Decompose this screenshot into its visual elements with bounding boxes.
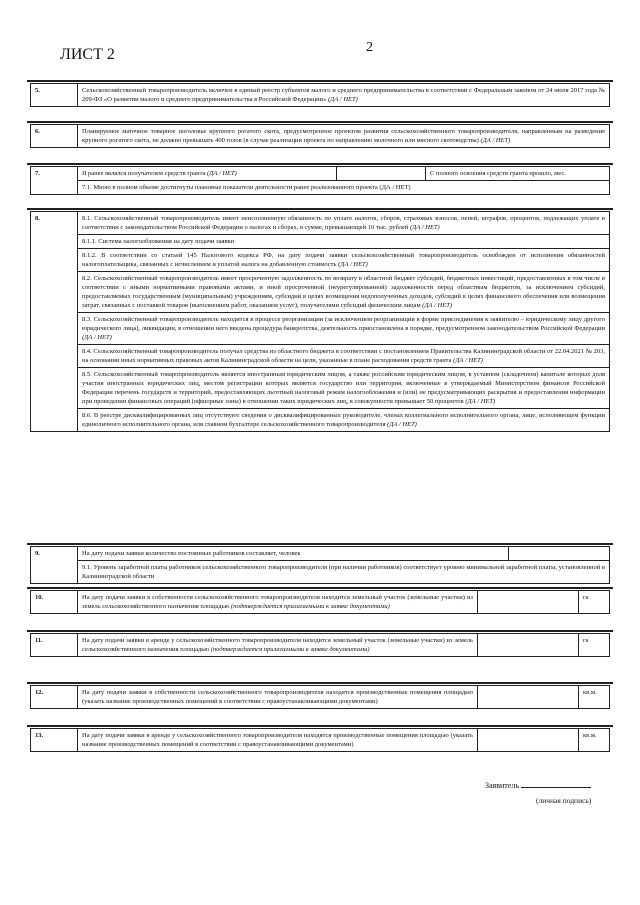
item-8-5-text[interactable]: 8.5. Сельскохозяйственный товаропроизводитель является иностранным юридическим лицом, а также российским юридическим лицом, в уставном (складочном) капитале которых доля участия иностранных юридических лиц, местом регистрации которых является государство или территория, включенные в утверждаемый Министерством финансов Российской Федерации перечень государств и территорий, предоставляющих льготный налоговый режим налогообложения и (или) не предусматривающих раскрытия и предоставления информации при проведении финансовых операций (офшорные зоны) в отношении таких юридических лиц, в совокупности превышает 50 процентов (ДА / НЕТ) [78, 368, 610, 409]
item-7-right-text: С полного освоения средств гранта прошло, мес. [426, 167, 610, 181]
separator [27, 121, 613, 123]
item-11-area-field[interactable] [478, 634, 579, 657]
separator [27, 208, 613, 210]
item-7-text[interactable]: Я ранее являлся получателем средств гранта (ДА / НЕТ) [78, 167, 337, 181]
separator [27, 80, 613, 82]
item-6-text[interactable]: Планируемое маточное товарное поголовье крупного рогатого скота, предусмотренное проектом развития сельскохозяйственного товаропроизводителя, направленным на разведение крупного рогатого скота, не должно превышать 400 голов (в случае реализации проекта по направлению молочного или мясного скотоводства) (ДА / НЕТ) [78, 125, 610, 148]
item-11 [30, 633, 610, 657]
sheet-title: ЛИСТ 2 [60, 46, 115, 63]
item-8 [30, 211, 610, 432]
item-12-text: На дату подачи заявки в собственности сельскохозяйственного товаропроизводителя находятся производственные помещения площадью (указать название производственных помещений в соответствии с правоустанавливающими документами) [78, 686, 478, 709]
unit-label: кв.м. [579, 729, 610, 752]
signature-line[interactable] [521, 779, 591, 788]
item-9-answer-field[interactable] [509, 547, 610, 561]
signature-caption: (личная подпись) [536, 796, 592, 805]
item-8-4-text[interactable]: 8.4. Сельскохозяйственный товаропроизводитель получал средства из областного бюджета в соответствии с постановлением Правительства Калининградской области от 22.04.2021 № 203, на основании иных нормативных правовых актов Калининградской области на цели, указанные в плане расходования средств гранта (ДА / НЕТ) [78, 345, 610, 368]
item-10 [30, 590, 610, 614]
item-number: 5. [31, 84, 78, 107]
item-8-3-text[interactable]: 8.3. Сельскохозяйственный товаропроизводитель находится в процессе реорганизации (за исключением реорганизации в форме присоединения к заявителю – юридическому лицу другого юридического лица), ликвидации, в отношении него введена процедура банкротства, деятельность приостановлена в порядке, предусмотренном законодательством Российской Федерации (ДА / НЕТ) [78, 313, 610, 345]
unit-label: кв.м. [579, 686, 610, 709]
signature-label: Заявитель [485, 781, 519, 790]
item-13-area-field[interactable] [478, 729, 579, 752]
item-12 [30, 685, 610, 709]
item-8-1-text[interactable]: 8.1. Сельскохозяйственный товаропроизводитель имеет неисполненную обязанность по уплате налогов, сборов, страховых взносов, пеней, штрафов, процентов, подлежащих уплате в соответствии с законодательством Российской Федерации о налогах и сборах, в сумме, превышающей 10 тыс. рублей (ДА / НЕТ) [78, 212, 610, 235]
page-number: 2 [366, 40, 373, 55]
item-12-area-field[interactable] [478, 686, 579, 709]
item-8-1-2-text[interactable]: 8.1.2. В соответствии со статьей 145 Налогового кодекса РФ, на дату подачи заявки сельскохозяйственный товаропроизводитель освобожден от исполнения обязанностей налогоплательщика, связанных с исчислением и уплатой налога на добавленную стоимость (ДА / НЕТ) [78, 249, 610, 272]
item-number: 9. [31, 547, 78, 584]
item-7-1-text[interactable]: 7.1. Мною в полном объеме достигнуты плановые показатели деятельности ранее реализованного проекта (ДА / НЕТ) [78, 181, 610, 195]
item-11-text: На дату подачи заявки в аренде у сельскохозяйственного товаропроизводителя находится земельный участок (земельные участки) из земель сельскохозяйственного назначения площадью (подтверждается прилагаемыми к заявке документами) [78, 634, 478, 657]
item-6 [30, 124, 610, 148]
separator [27, 543, 613, 545]
item-10-area-field[interactable] [478, 591, 579, 614]
separator [27, 163, 613, 165]
separator [27, 630, 613, 632]
item-number: 13. [31, 729, 78, 752]
item-13-text: На дату подачи заявки в аренде у сельскохозяйственного товаропроизводителя находятся производственные помещения площадью (указать название производственных помещений в соответствии с правоустанавливающими документами) [78, 729, 478, 752]
unit-label: га [579, 591, 610, 614]
separator [27, 682, 613, 684]
item-number: 6. [31, 125, 78, 148]
item-7-answer-field[interactable] [337, 167, 426, 181]
item-number: 7. [31, 167, 78, 195]
item-8-2-text[interactable]: 8.2. Сельскохозяйственный товаропроизводитель имеет просроченную задолженность по возврату в областной бюджет субсидий, бюджетных инвестиций, предоставленных в том числе в соответствии с иными нормативными правовыми актами, и иной просроченной (неурегулированной) задолженности перед областным бюджетом, за исключением субсидий, предоставляемых государственным (муниципальным) учреждениям, субсидий в целях возмещения недополученных доходов, субсидий в целях финансового обеспечения или возмещения затрат, связанных с поставкой товаров (выполнением работ, оказанием услуг), получателями субсидий физическим лицам (ДА / НЕТ) [78, 272, 610, 313]
item-7 [30, 166, 610, 195]
item-5 [30, 83, 610, 107]
item-number: 10. [31, 591, 78, 614]
item-number: 12. [31, 686, 78, 709]
applicant-signature [485, 779, 591, 790]
separator [27, 725, 613, 727]
item-8-6-text[interactable]: 8.6. В реестре дисквалифицированных лиц отсутствуют сведения о дисквалифицированных руководителе, членах коллегиального исполнительного органа, лице, исполняющем функции единоличного исполнительного органа, или главном бухгалтере сельскохозяйственного товаропроизводителя (ДА / НЕТ) [78, 409, 610, 432]
item-8-1-1-text[interactable]: 8.1.1. Система налогообложения на дату подачи заявки [78, 235, 610, 249]
item-number: 11. [31, 634, 78, 657]
item-9-1-text[interactable]: 9.1. Уровень заработной платы работников сельскохозяйственного товаропроизводителя (при наличии работников) соответствует уровню минимальной заработной платы, установленной в Калининградской области [78, 561, 610, 584]
unit-label: га [579, 634, 610, 657]
item-5-text[interactable]: Сельскохозяйственный товаропроизводитель включен в единый реестр субъектов малого и среднего предпринимательства в соответствии с Федеральным законом от 24 июля 2017 года № 209-ФЗ «О развитии малого и среднего предпринимательства в Российской Федерации» (ДА / НЕТ) [78, 84, 610, 107]
item-9-text[interactable]: На дату подачи заявки количество постоянных работников составляет, человек [78, 547, 509, 561]
item-9 [30, 546, 610, 584]
item-number: 8. [31, 212, 78, 432]
item-10-text: На дату подачи заявки в собственности сельскохозяйственного товаропроизводителя находится земельный участок (земельные участки) из земель сельскохозяйственного назначения площадью (подтверждается прилагаемыми к заявке документами) [78, 591, 478, 614]
separator [27, 587, 613, 589]
item-13 [30, 728, 610, 752]
